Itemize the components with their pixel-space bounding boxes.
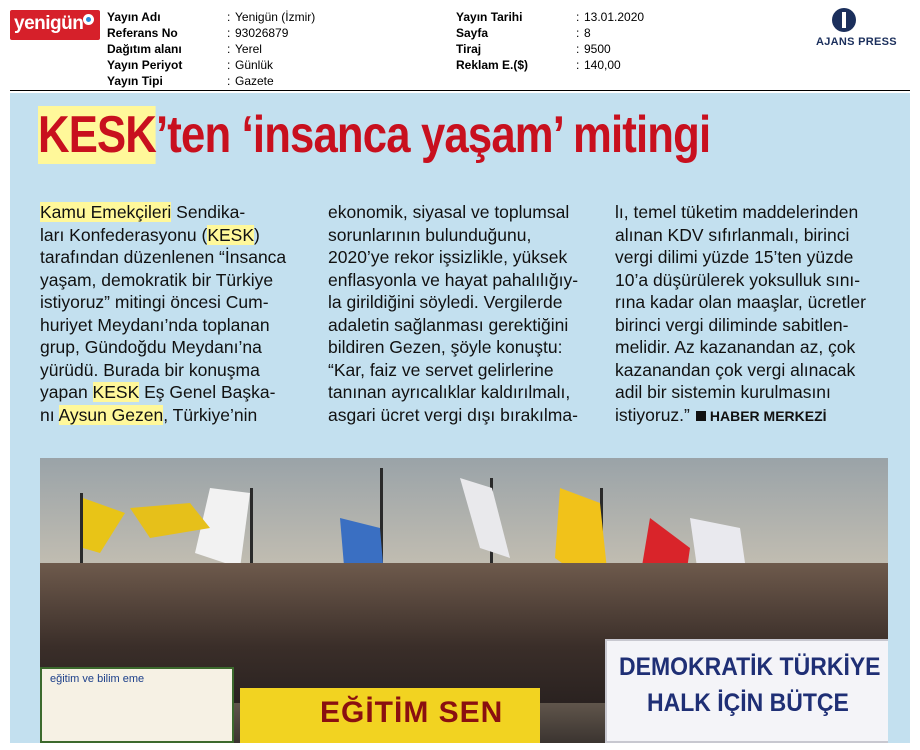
meta-value: 140,00: [584, 58, 621, 72]
meta-value: Yenigün (İzmir): [235, 10, 316, 24]
meta-value: 8: [584, 26, 591, 40]
text-line: asgari ücret vergi dışı bırakılma-: [328, 404, 578, 425]
text-line: [40, 381, 304, 404]
text-line: [40, 224, 304, 247]
publication-meta-left: [107, 9, 315, 89]
line-text: istiyoruz.”: [615, 404, 690, 425]
meta-row: [456, 25, 644, 41]
meta-row: [107, 25, 315, 41]
text-line: ekonomik, siyasal ve toplumsal: [328, 202, 570, 222]
news-clipping: [10, 93, 910, 743]
meta-value: Yerel: [235, 42, 262, 56]
logo-text: yenigün: [14, 13, 84, 34]
text-line: 10’a düşürülerek yoksulluk sını-: [615, 269, 861, 290]
article-column-1: [40, 201, 304, 426]
headline-highlight: KESK: [38, 106, 157, 164]
meta-label: Tiraj: [456, 42, 482, 56]
meta-row: [107, 9, 315, 25]
meta-separator: :: [227, 42, 231, 56]
text-line: “Kar, faiz ve servet gelirlerine: [328, 359, 554, 380]
text-line: sorunlarının bulunduğunu,: [328, 224, 532, 245]
text-line: [40, 404, 304, 427]
text-line: yaşam, demokratik bir Türkiye: [40, 269, 274, 290]
line-text: Sendika-: [171, 202, 246, 222]
line-text: , Türkiye’nin: [163, 404, 258, 425]
publication-meta-right: [456, 9, 644, 73]
meta-label: Yayın Tarihi: [456, 10, 523, 24]
meta-value: Günlük: [235, 58, 274, 72]
banner-line-1: DEMOKRATİK TÜRKİYE: [619, 653, 881, 681]
meta-separator: :: [576, 10, 580, 24]
agency-logo: [810, 8, 910, 48]
meta-label: Yayın Tipi: [107, 74, 163, 88]
agency-name: AJANS PRESS: [816, 36, 897, 48]
logo-dot-icon: [83, 14, 94, 25]
line-text: Eş Genel Başka-: [139, 382, 276, 402]
text-line: huriyet Meydanı’nda toplanan: [40, 314, 270, 335]
article-headline: [38, 105, 710, 165]
meta-label: Dağıtım alanı: [107, 42, 182, 56]
meta-separator: :: [227, 58, 231, 72]
text-line: la girildiğini söyledi. Vergilerde: [328, 292, 563, 312]
meta-value: 9500: [584, 42, 611, 56]
line-text: ): [254, 224, 260, 245]
article-column-3: [615, 201, 879, 427]
text-line: bildiren Gezen, şöyle konuştu:: [328, 337, 563, 357]
text-line: 2020’ye rekor işsizlikle, yüksek: [328, 247, 568, 267]
meta-label: Yayın Adı: [107, 10, 161, 24]
text-line: birinci vergi diliminde sabitlen-: [615, 314, 849, 335]
text-line: kazanandan çok vergi alınacak: [615, 359, 856, 380]
newspaper-logo: [10, 10, 100, 40]
meta-value: Gazete: [235, 74, 274, 88]
headline-rest: ’ten ‘insanca yaşam’ mitingi: [156, 106, 711, 164]
line-text: ları Konfederasyonu (: [40, 224, 208, 245]
banner-demokratik-turkiye: [605, 639, 888, 743]
banner-line-2: HALK İÇİN BÜTÇE: [647, 689, 849, 717]
highlighted-term: KESK: [92, 382, 140, 402]
meta-label: Sayfa: [456, 26, 489, 40]
banner-egitim-sen: [240, 688, 540, 743]
banner-left: [40, 667, 234, 743]
meta-separator: :: [227, 26, 231, 40]
meta-separator: :: [227, 10, 231, 24]
meta-row: [107, 73, 315, 89]
meta-separator: :: [227, 74, 231, 88]
line-text: nı: [40, 404, 59, 425]
article-column-2: [328, 201, 592, 426]
header-divider: [10, 90, 910, 91]
text-line: tanınan ayrıcalıklar kaldırılmalı,: [328, 382, 571, 402]
text-line: lı, temel tüketim maddelerinden: [615, 202, 859, 222]
text-line: [615, 404, 879, 428]
highlighted-term: Kamu Emekçileri: [40, 202, 172, 222]
text-line: melidir. Az kazanandan az, çok: [615, 337, 856, 357]
text-line: tarafından düzenlenen “İnsanca: [40, 247, 287, 267]
text-line: [40, 201, 304, 224]
meta-separator: :: [576, 58, 580, 72]
meta-separator: :: [576, 42, 580, 56]
meta-value: 93026879: [235, 26, 289, 40]
meta-label: Referans No: [107, 26, 178, 40]
highlighted-term: Aysun Gezen: [58, 404, 164, 425]
meta-row: [456, 41, 644, 57]
rally-photo: [40, 458, 888, 743]
meta-separator: :: [576, 26, 580, 40]
text-line: grup, Gündoğdu Meydanı’na: [40, 337, 262, 357]
text-line: enflasyonla ve hayat pahalılığıy-: [328, 269, 579, 290]
text-line: adil bir sistemin kurulmasını: [615, 382, 831, 402]
line-text: yapan: [40, 382, 93, 402]
highlighted-term: KESK: [207, 224, 255, 245]
meta-row: [456, 57, 644, 73]
meta-row: [107, 41, 315, 57]
meta-value: 13.01.2020: [584, 10, 645, 24]
meta-row: [107, 57, 315, 73]
text-line: adaletin sağlanması gerektiğini: [328, 314, 569, 335]
text-line: vergi dilimi yüzde 15’ten yüzde: [615, 247, 854, 267]
banner-left-text: eğitim ve bilim eme: [50, 673, 145, 685]
agency-mark-icon: [832, 8, 856, 32]
meta-row: [456, 9, 644, 25]
text-line: alınan KDV sıfırlanmalı, birinci: [615, 224, 850, 245]
text-line: rına kadar olan maaşlar, ücretler: [615, 292, 866, 312]
meta-label: Yayın Periyot: [107, 58, 183, 72]
end-square-icon: [696, 411, 706, 421]
banner-egitim-sen-text: EĞİTİM SEN: [320, 696, 504, 729]
text-line: istiyoruz” mitingi öncesi Cum-: [40, 292, 269, 312]
text-line: yürüdü. Burada bir konuşma: [40, 359, 260, 380]
byline: HABER MERKEZİ: [709, 407, 827, 424]
meta-label: Reklam E.($): [456, 58, 529, 72]
